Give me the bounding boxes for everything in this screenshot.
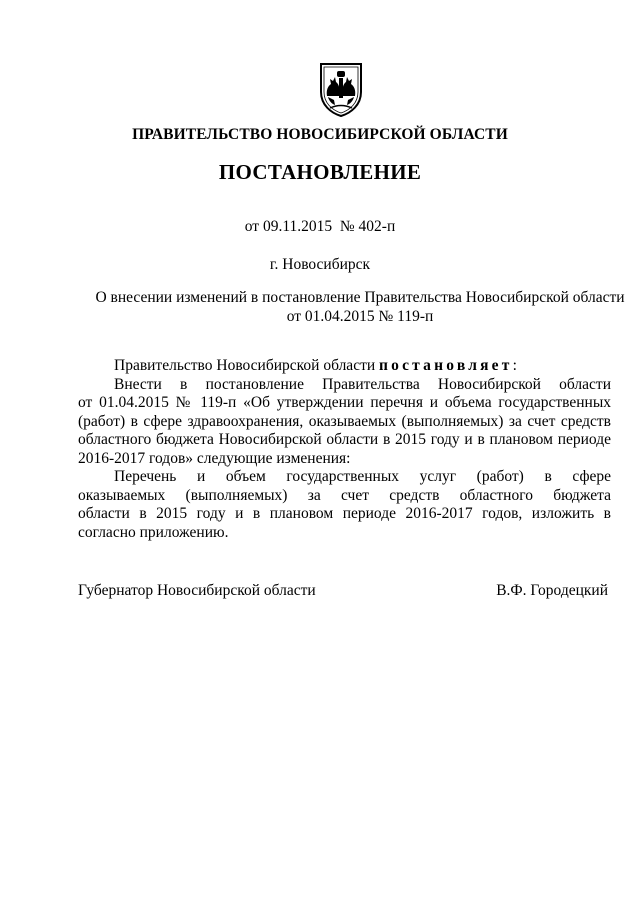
paragraph-line: Перечень и объем государственных услуг (работ) в сфере <box>114 468 611 485</box>
intro-line <box>78 357 611 376</box>
document-title: ПОСТАНОВЛЕНИЕ <box>218 160 422 184</box>
intro-text: Правительство Новосибирской области <box>114 357 380 374</box>
paragraph-line: (работ) в сфере здравоохранения, оказываемых (выполняемых) за счет средств <box>78 412 611 430</box>
signatory-name: В.Ф. Городецкий <box>496 582 608 599</box>
paragraph-line: от 01.04.2015 № 119-п «Об утверждении перечня и объема государственных <box>78 394 611 411</box>
resolves-colon: : <box>512 357 517 374</box>
paragraph-line: 2016-2017 годов» следующие изменения: <box>78 449 351 467</box>
paragraph-line: оказываемых (выполняемых) за счет средств областного бюджета <box>78 486 611 504</box>
document-city: г. Новосибирск <box>269 256 371 273</box>
subject-line: от 01.04.2015 № 119-п <box>286 308 434 325</box>
paragraph-line: Внести в постановление Правительства Новосибирской области <box>114 375 611 393</box>
signatory-position: Губернатор Новосибирской области <box>78 582 316 599</box>
paragraph-line: областного бюджета Новосибирской области в 2015 году и в плановом периоде <box>78 431 611 448</box>
paragraph-line: согласно приложению. <box>78 523 229 541</box>
paragraph-line: области в 2015 году и в плановом периоде 2016-2017 годов, изложить в <box>78 505 611 522</box>
document-body <box>78 357 611 542</box>
document-subject <box>60 288 640 326</box>
subject-line: О внесении изменений в постановление Правительства Новосибирской области <box>95 289 625 306</box>
coat-of-arms-icon <box>318 62 364 118</box>
resolves-word: постановляет <box>379 357 513 374</box>
document-date-number: от 09.11.2015 № 402-п <box>244 218 396 235</box>
government-name: ПРАВИТЕЛЬСТВО НОВОСИБИРСКОЙ ОБЛАСТИ <box>132 126 508 143</box>
